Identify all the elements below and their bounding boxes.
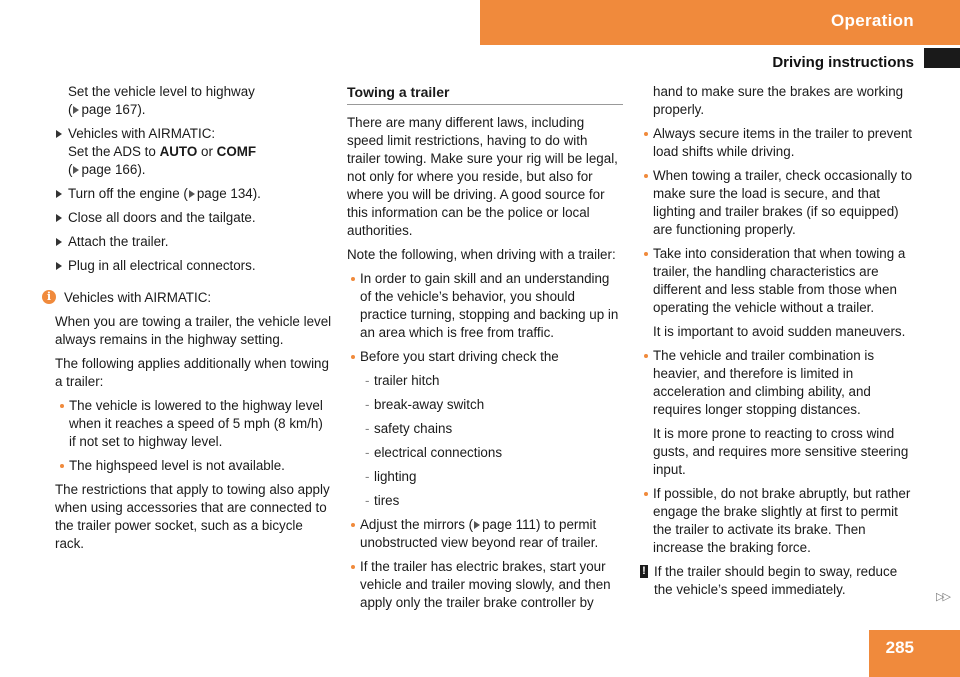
airmatic-page-ref: page 166). [81,162,146,177]
checklist-item [347,372,623,390]
dash-mark: - [365,469,370,484]
info-title-line [42,289,333,307]
towing-bullet [347,516,623,552]
ads-auto-label: AUTO [159,144,198,159]
towing-bullet [347,558,623,612]
warning-icon: ! [640,565,648,578]
page-ref-icon [73,166,79,174]
engine-page-ref: page 134). [196,186,261,201]
warning-note [640,563,916,599]
info-note [42,289,333,553]
bullet-dot [351,277,355,281]
step-airmatic: Vehicles with AIRMATIC: Set the ADS to AUTO or COMF ( page 166). [55,125,333,179]
continued-text: hand to make sure the brakes are working properly. [653,84,904,117]
towing-bullet [640,167,916,239]
bullet-dot [644,492,648,496]
page-number-box [869,630,960,677]
page-number: 285 [885,638,914,657]
towing-bullet [640,485,916,557]
bullet-dot [60,404,64,408]
continue-arrows-icon: ▷▷ [936,591,949,603]
towing-bullet-text: If possible, do not brake abruptly, but rather engage the brake slightly at first to permit the trailer to activate its brake. Then increase the braking force. [653,486,911,555]
towing-extra-text: It is important to avoid sudden maneuvers. [653,324,906,339]
towing-paragraph-2: Note the following, when driving with a trailer: [347,247,616,262]
bullet-dot [644,132,648,136]
towing-bullet [640,245,916,317]
watermark: carmanualsonline.info [540,645,814,675]
towing-bullet-text: The vehicle and trailer combination is heavier, and therefore is limited in acceleration and climbing ability, and requires longer stopping distances. [653,348,875,417]
towing-bullet [347,270,623,342]
airmatic-or-text: or [201,144,213,159]
mirror-page-ref: page 111) to permit unobstructed view beyond rear of trailer. [360,517,599,550]
column-left [46,83,333,559]
step-arrow-icon [56,190,62,198]
towing-bullet [640,347,916,419]
step-arrow-icon [56,214,62,222]
bullet-dot [644,252,648,256]
checklist-text: lighting [374,469,417,484]
info-bullet [42,397,333,451]
ads-comf-label: COMF [216,144,257,159]
checklist-item [347,444,623,462]
info-bullet-text: The vehicle is lowered to the highway level when it reaches a speed of 5 mph (8 km/h) if not set to highway level. [69,398,323,449]
column-right [640,83,916,599]
column-middle [347,83,623,618]
bullet-dot [644,174,648,178]
towing-bullet-text: Take into consideration that when towing a trailer, the handling characteristics are different and less stable from those when operating the vehicle without a trailer. [653,246,906,315]
intro-paragraph: Set the vehicle level to highway ( page 167). [68,84,255,117]
airmatic-set-text: Set the ADS to [68,144,156,159]
towing-extra-text: It is more prone to reacting to cross wind gusts, and requires more sensitive steering input. [653,426,909,477]
dash-mark: - [365,397,370,412]
info-bullet [42,457,333,475]
section-tab-marker [924,48,960,68]
dash-mark: - [365,373,370,388]
attach-trailer-text: Attach the trailer. [68,234,169,249]
towing-bullet-text: In order to gain skill and an understanding of the vehicle’s behavior, you should practice turning, stopping and backing up in an area which is free from traffic. [360,271,619,340]
checklist-item [347,396,623,414]
step-attach-trailer [55,233,333,251]
plug-connectors-text: Plug in all electrical connectors. [68,258,256,273]
page-ref-icon [474,521,480,529]
warning-text: If the trailer should begin to sway, reduce the vehicle’s speed immediately. [654,564,898,597]
step-arrow-icon [56,262,62,270]
step-close-doors [55,209,333,227]
bullet-dot [351,355,355,359]
step-arrow-icon [56,238,62,246]
info-paragraph-1: When you are towing a trailer, the vehicle level always remains in the highway setting. [55,314,332,347]
close-doors-text: Close all doors and the tailgate. [68,210,256,225]
dash-mark: - [365,445,370,460]
towing-bullet-text: Always secure items in the trailer to prevent load shifts while driving. [653,126,912,159]
bullet-dot [60,464,64,468]
checklist-text: electrical connections [374,445,503,460]
checklist-text: break-away switch [374,397,485,412]
checklist-item [347,492,623,510]
info-icon: i [42,290,56,304]
info-paragraph-2: The following applies additionally when towing a trailer: [55,356,329,389]
checklist-text: safety chains [374,421,453,436]
bullet-dot [351,565,355,569]
checklist-text: trailer hitch [374,373,440,388]
step-plug-connectors [55,257,333,275]
towing-bullet-text: When towing a trailer, check occasionally to make sure the load is secure, and that lighting and trailer brakes (if so equipped) are functioning properly. [653,168,913,237]
intro-text: Set the vehicle level to highway [68,84,255,99]
engine-text: Turn off the engine ( [68,186,188,201]
section-heading: Towing a trailer [347,83,623,105]
step-engine-off [55,185,333,203]
towing-bullet-text: If the trailer has electric brakes, start your vehicle and trailer moving slowly, and then apply only the trailer brake controller by [360,559,611,610]
dash-mark: - [365,493,370,508]
airmatic-title: Vehicles with AIRMATIC: [68,126,216,141]
info-paragraph-3: The restrictions that apply to towing also apply when using accessories that are connected to the trailer power socket, such as a bicycle rack. [55,482,330,551]
mirror-text: Adjust the mirrors ( [360,517,474,532]
towing-bullet [347,348,623,366]
subsection-title: Driving instructions [772,54,914,71]
dash-mark: - [365,421,370,436]
step-arrow-icon [56,130,62,138]
checklist-text: tires [374,493,400,508]
checklist-item [347,468,623,486]
info-bullet-text: The highspeed level is not available. [69,458,285,473]
bullet-dot [644,354,648,358]
bullet-dot [351,523,355,527]
page-ref-icon [189,190,195,198]
section-title: Operation [831,11,914,30]
page-ref-icon [73,106,79,114]
towing-bullet [640,125,916,161]
info-title: Vehicles with AIRMATIC: [64,290,212,305]
checklist-item [347,420,623,438]
towing-bullet-text: Before you start driving check the [360,349,559,364]
towing-paragraph-1: There are many different laws, including speed limit restrictions, having to do with trailer towing. Make sure your rig will be legal, not only for where you reside, but also for where you will be driving. A good source for this information can be the police or local authorities. [347,115,618,238]
intro-page-ref: page 167). [81,102,146,117]
